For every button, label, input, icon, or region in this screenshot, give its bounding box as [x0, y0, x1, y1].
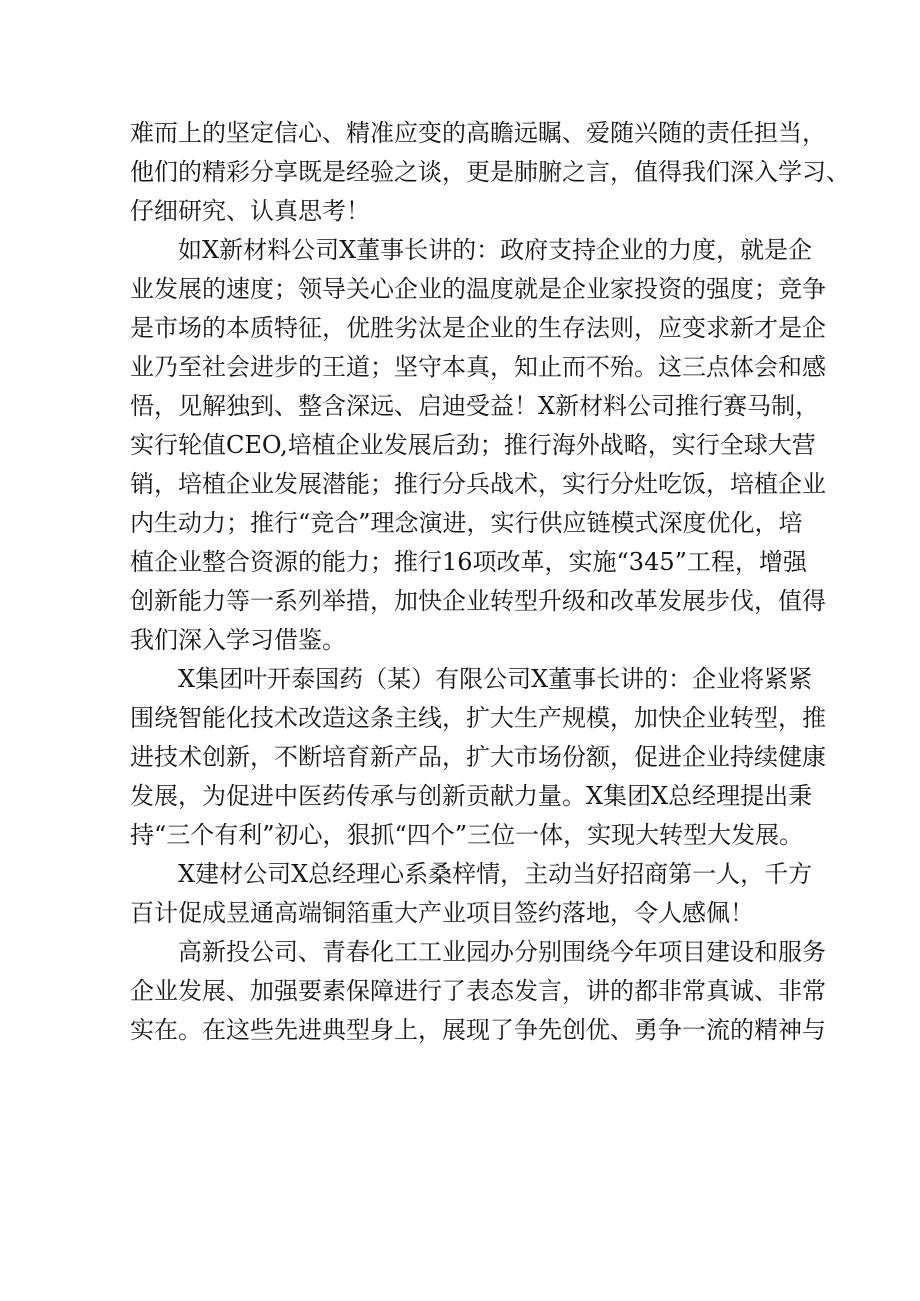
document-body	[130, 114, 850, 1050]
text-line: 百计促成昱通高端铜箔重大产业项目签约落地，令人感佩！	[130, 899, 754, 927]
text-line: 如X新材料公司X董事长讲的：政府支持企业的力度，就是企	[178, 236, 813, 264]
text-line: 持“三个有利”初心，狠抓“四个”三位一体，实现大转型大发展。	[130, 821, 804, 849]
text-line: 实行轮值CEO,培植企业发展后劲；推行海外战略，实行全球大营	[130, 431, 816, 459]
text-line: 悟，见解独到、整含深远、启迪受益！X新材料公司推行赛马制，	[130, 392, 820, 420]
text-line: 我们深入学习借鉴。	[130, 626, 346, 654]
paragraph-1	[130, 114, 850, 231]
text-line: 难而上的坚定信心、精准应变的高瞻远瞩、爱随兴随的责任担当，	[130, 119, 826, 147]
text-line: 他们的精彩分享既是经验之谈，更是肺腑之言，值得我们深入学习、	[130, 158, 850, 186]
text-line: 实在。在这些先进典型身上，展现了争先创优、勇争一流的精神与	[130, 1016, 826, 1044]
paragraph-3	[130, 660, 826, 855]
text-line: 销，培植企业发展潜能；推行分兵战术，实行分灶吃饭，培植企业	[130, 470, 826, 498]
text-line: 发展，为促进中医药传承与创新贡献力量。X集团X总经理提出秉	[130, 782, 813, 810]
text-line: X建材公司X总经理心系桑梓情，主动当好招商第一人，千方	[178, 860, 813, 888]
text-line: 内生动力；推行“竞合”理念演进，实行供应链模式深度优化，培	[130, 509, 803, 537]
text-line: 高新投公司、青春化工工业园办分别围绕今年项目建设和服务	[178, 938, 826, 966]
text-line: X集团叶开泰国药（某）有限公司X董事长讲的：企业将紧紧	[178, 665, 813, 693]
text-line: 企业发展、加强要素保障进行了表态发言，讲的都非常真诚、非常	[130, 977, 826, 1005]
text-line: 仔细研究、认真思考！	[130, 197, 370, 225]
text-line: 是市场的本质特征，优胜劣汰是企业的生存法则，应变求新才是企	[130, 314, 826, 342]
paragraph-5	[130, 933, 826, 1050]
paragraph-2	[130, 231, 826, 660]
text-line: 进技术创新，不断培育新产品，扩大市场份额，促进企业持续健康	[130, 743, 826, 771]
text-line: 围绕智能化技术改造这条主线，扩大生产规模，加快企业转型，推	[130, 704, 826, 732]
paragraph-4	[130, 855, 813, 933]
text-line: 创新能力等一系列举措，加快企业转型升级和改革发展步伐，值得	[130, 587, 826, 615]
text-line: 业乃至社会进步的王道；坚守本真，知止而不殆。这三点体会和感	[130, 353, 826, 381]
text-line: 植企业整合资源的能力；推行16项改革，实施“345”工程，增强	[130, 548, 807, 576]
text-line: 业发展的速度；领导关心企业的温度就是企业家投资的强度；竞争	[130, 275, 826, 303]
